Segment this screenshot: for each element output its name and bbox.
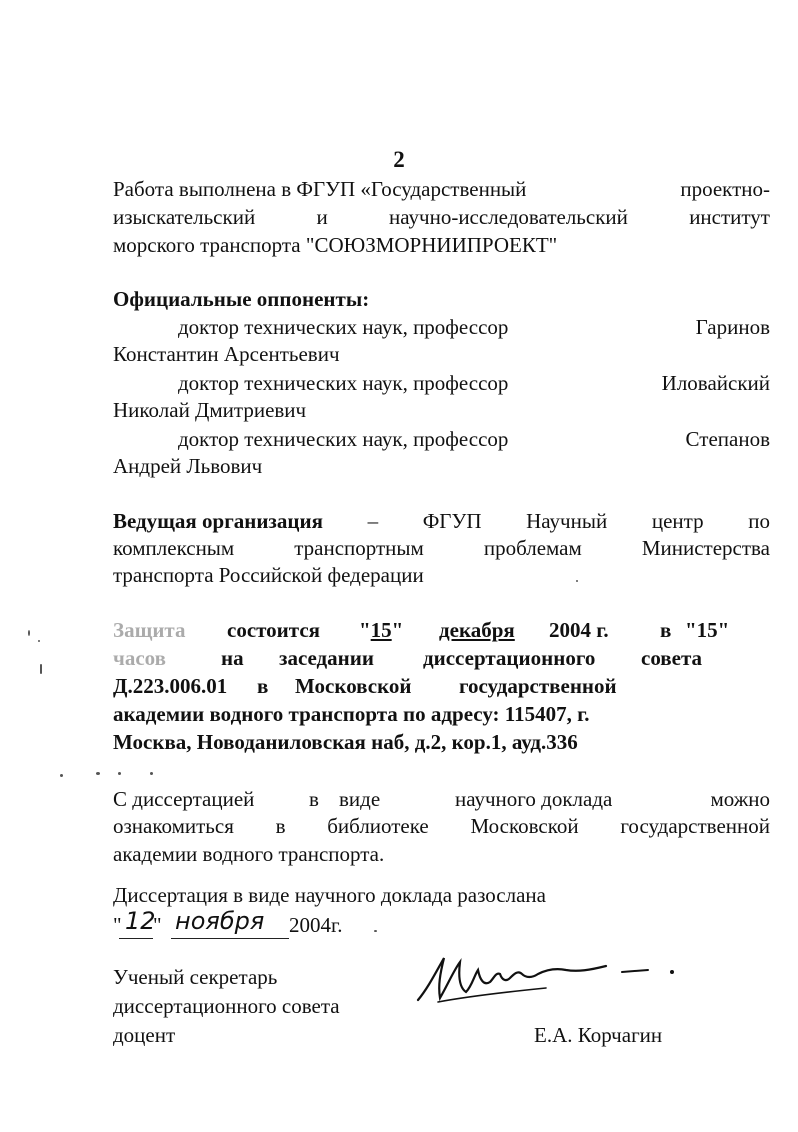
opponent-3-name: Андрей Львович: [113, 454, 263, 478]
opponents-heading: Официальные оппоненты:: [113, 287, 370, 311]
signature-image: [410, 952, 680, 1012]
secretary-line-2: диссертационного совета: [113, 994, 340, 1018]
intro-line-2: изыскательский и научно-исследовательский институт: [113, 205, 770, 229]
opponent-2-title: доктор технических наук, профессор Иловайский: [178, 371, 770, 395]
dispatch-day: 12: [125, 907, 156, 935]
lead-org-line-2: комплексным транспортным проблемам Министерства: [113, 536, 770, 560]
document-page: 2 Работа выполнена в ФГУП «Государственный проектно- изыскательский и научно-исследовательский институт морского транспорта "СОЮЗМОРНИИПРОЕКТ" Официальные оппоненты: доктор технических наук, профессор Гаринов Константин Арсентьевич доктор технических наук, профессор Иловайский Николай Дмитриевич доктор технических наук, профессор Степанов Андрей Львович Ведущая организация – ФГУП Научный центр по комплексным транспортным проблемам Министерства транспорта Российской федерации Защита состоится "15" декабря 2004 г. в "15" часов на заседании диссертационного совета Д.223.006.01 в Московской государственной академии водного транспорта по адресу: 115407, г. Москва, Новоданиловская наб, д.2, кор.1, ауд.336 С диссертацией в виде научного доклада можно ознакомиться в библиотеке Московской государственной академии водного транспорта. Диссертация в виде научного доклада разослана " 12 " ноября 2004г. Ученый секретарь диссертационного совета доцент Е.А. Корчагин: [0, 0, 798, 1132]
scan-speck: [150, 772, 153, 775]
scan-speck: [118, 772, 121, 775]
dispatch-month: ноября: [175, 907, 265, 935]
scan-speck: [60, 774, 63, 777]
opponent-3-title: доктор технических наук, профессор Степанов: [178, 427, 770, 451]
opponent-1-title: доктор технических наук, профессор Гаринов: [178, 315, 770, 339]
defense-line-5: Москва, Новоданиловская наб, д.2, кор.1, ауд.336: [113, 730, 578, 754]
scan-speck: [576, 580, 578, 582]
intro-line-3: морского транспорта "СОЮЗМОРНИИПРОЕКТ": [113, 233, 558, 257]
scan-speck: [38, 640, 40, 642]
opponent-2-name: Николай Дмитриевич: [113, 398, 307, 422]
lead-org-line-1: Ведущая организация – ФГУП Научный центр по: [113, 509, 770, 533]
scan-speck: [40, 664, 42, 674]
secretary-name: Е.А. Корчагин: [534, 1023, 663, 1047]
secretary-line-1: Ученый секретарь: [113, 965, 278, 989]
secretary-line-3: доцент: [113, 1023, 176, 1047]
acquaint-line-2: ознакомиться в библиотеке Московской государственной: [113, 814, 770, 838]
defense-line-4: академии водного транспорта по адресу: 115407, г.: [113, 702, 590, 726]
lead-org-line-3: транспорта Российской федерации: [113, 563, 424, 587]
opponent-1-name: Константин Арсентьевич: [113, 342, 340, 366]
scan-speck: [96, 772, 100, 775]
acquaint-line-3: академии водного транспорта.: [113, 842, 385, 866]
dispatch-line-1: Диссертация в виде научного доклада разослана: [113, 883, 546, 907]
page-number: 2: [393, 147, 405, 172]
scan-speck: [374, 930, 377, 932]
intro-line-1: Работа выполнена в ФГУП «Государственный проектно-: [113, 177, 770, 201]
scan-speck: [28, 630, 30, 636]
dispatch-date: " 12 " ноября 2004г.: [113, 907, 343, 937]
